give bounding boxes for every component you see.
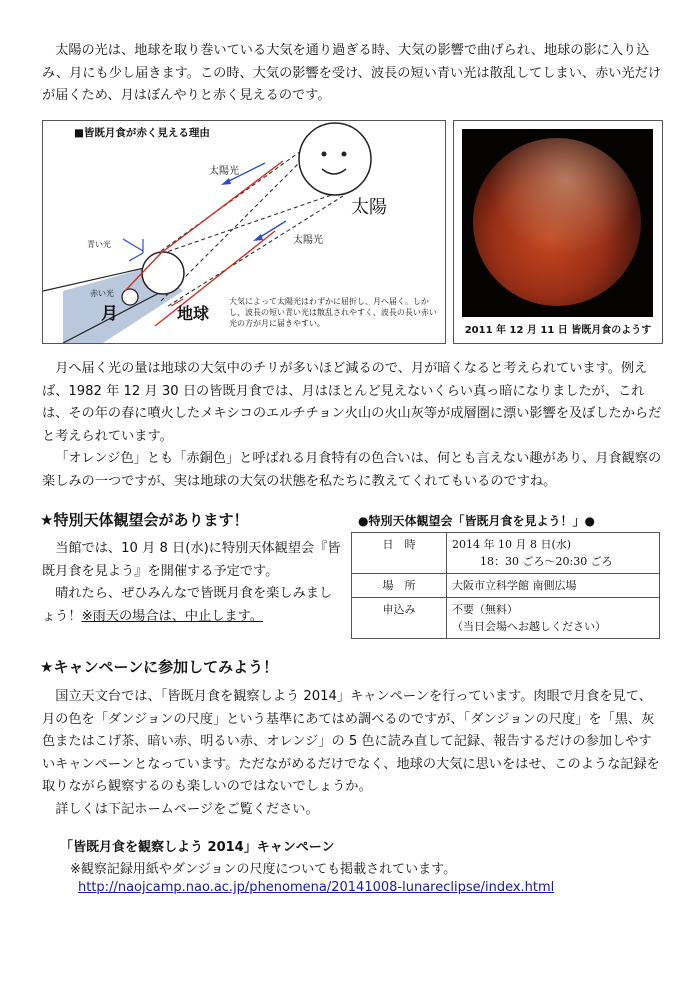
event-row-application bbox=[352, 598, 660, 639]
event-fee-note: （当日会場へお越しください） bbox=[452, 620, 606, 633]
eclipse-photo bbox=[462, 129, 653, 317]
event-title: ●特別天体観望会「皆既月食を見よう！」● bbox=[358, 514, 595, 528]
blue-arrow-mid-head bbox=[253, 234, 263, 241]
event-key-place: 場 所 bbox=[352, 574, 447, 598]
ray-dashed-4 bbox=[168, 196, 343, 306]
label-sun: 太陽 bbox=[351, 197, 387, 218]
details-text: 詳しくは下記ホームページをご覧ください。 bbox=[55, 801, 319, 817]
campaign-url-link[interactable]: http://naojcamp.nao.ac.jp/phenomena/20141008-lunareclipse/index.html bbox=[78, 880, 555, 895]
body-paragraph-2: 「オレンジ色」とも「赤銅色」と呼ばれる月食特有の色合いは、何とも言えない趣があり、月食観察の楽しみの一つですが、実は地球の大気の状態を私たちに教えてくれてもいるのですね。 bbox=[42, 451, 662, 489]
photo-box bbox=[453, 120, 663, 344]
section2-text bbox=[42, 686, 662, 821]
blue-arrow-top-head bbox=[221, 178, 231, 185]
section1-paragraph-a: 当館では、10 月 8 日(水)に特別天体観望会『皆既月食を見よう』を開催する予定です。 bbox=[42, 541, 341, 579]
label-moon: 月 bbox=[101, 304, 118, 324]
event-row-place bbox=[352, 574, 660, 598]
event-key-application: 申込み bbox=[352, 598, 447, 639]
body-paragraph-1: 月へ届く光の量は地球の大気中のチリが多いほど減るので、月が暗くなると考えられています。例えば、1982 年 12 月 30 日の皆既月食では、月はほとんど見えないくらい真っ暗になりましたが、これは、その年の春に噴火したメキシコのエルチチョン火山の火山灰等が成層圏に漂い影響を及ぼしたからだと考えられています。 bbox=[42, 361, 662, 444]
event-row-datetime bbox=[352, 533, 660, 574]
moon-glow bbox=[473, 138, 641, 306]
earth-circle bbox=[142, 252, 184, 294]
campaign-note: ※観察記録用紙やダンジョンの尺度についても掲載されています。 bbox=[70, 862, 457, 877]
sun-circle bbox=[299, 123, 371, 195]
section-heading-observation: ★特別天体観望会があります！ bbox=[40, 511, 249, 529]
label-blue-light: 青い光 bbox=[87, 240, 111, 249]
event-value-application bbox=[447, 598, 660, 639]
campaign-paragraph: 国立天文台では、「皆既月食を観察しよう 2014」キャンペーンを行っています。肉眼で月食を見て、月の色を「ダンジョンの尺度」という基準にあてはめ調べるのですが、「ダンジョンの尺度」を「黒、灰色またはこげ茶、暗い赤、明るい赤、オレンジ」の 5 色に読み直して記録、報告するだけの参加しやすいキャンペーンとなっています。ただながめるだけでなく、地球の大気に思いをはせ、このような記録を取りながら観察するのも楽しいのではないでしょうか。 bbox=[42, 689, 660, 794]
body-paragraphs bbox=[42, 358, 662, 493]
blue-scatter-1 bbox=[123, 239, 143, 251]
diagram-title: ■皆既月食が赤く見える理由 bbox=[74, 127, 210, 139]
sun-eye-right bbox=[342, 152, 347, 157]
photo-caption: 2011 年 12 月 11 日 皆既月食のようす bbox=[464, 325, 652, 336]
event-table bbox=[351, 532, 660, 639]
blue-scatter-3 bbox=[129, 253, 143, 261]
section1-paragraph-b bbox=[42, 583, 342, 628]
event-value-datetime bbox=[447, 533, 660, 574]
red-moon-image bbox=[462, 129, 653, 317]
moon-circle bbox=[122, 289, 138, 305]
section1-text bbox=[42, 538, 342, 628]
rain-notice: ※雨天の場合は、中止します。 bbox=[81, 608, 263, 624]
intro-paragraph bbox=[42, 40, 662, 108]
label-sunlight-top: 太陽光 bbox=[209, 166, 239, 177]
ray-dashed-3 bbox=[155, 191, 343, 256]
event-date: 2014 年 10 月 8 日(水) bbox=[452, 538, 572, 551]
section1-text-b: 晴れたら、ぜひみんなで皆既月食を楽しみましょう！ bbox=[42, 586, 333, 624]
event-fee: 不要（無料） bbox=[452, 603, 518, 616]
sun-eye-left bbox=[322, 152, 327, 157]
event-value-place: 大阪市立科学館 南側広場 bbox=[447, 574, 660, 598]
event-time: 18：30 ごろ～20:30 ごろ bbox=[480, 555, 613, 568]
label-earth: 地球 bbox=[177, 304, 210, 323]
section-heading-campaign: ★キャンペーンに参加してみよう！ bbox=[40, 658, 279, 676]
label-red-light: 赤い光 bbox=[90, 289, 114, 298]
label-sunlight-mid: 太陽光 bbox=[293, 235, 323, 246]
intro-text: 太陽の光は、地球を取り巻いている大気を通り過ぎる時、大気の影響で曲げられ、地球の影に入り込み、月にも少し届きます。この時、大気の影響を受け、波長の短い青い光は散乱してしまい、赤い光だけが届くため、月はぼんやりと赤く見えるのです。 bbox=[42, 43, 662, 103]
event-key-datetime: 日 時 bbox=[352, 533, 447, 574]
diagram-note: 大気によって太陽光はわずかに屈折し、月へ届く。しかし、波長の短い青い光は散乱されやすく、波長の長い赤い光の方が月に届きやすい。 bbox=[229, 297, 437, 328]
campaign-title: 「皆既月食を観察しよう 2014」キャンペーン bbox=[60, 840, 335, 855]
diagram-box bbox=[42, 120, 446, 344]
